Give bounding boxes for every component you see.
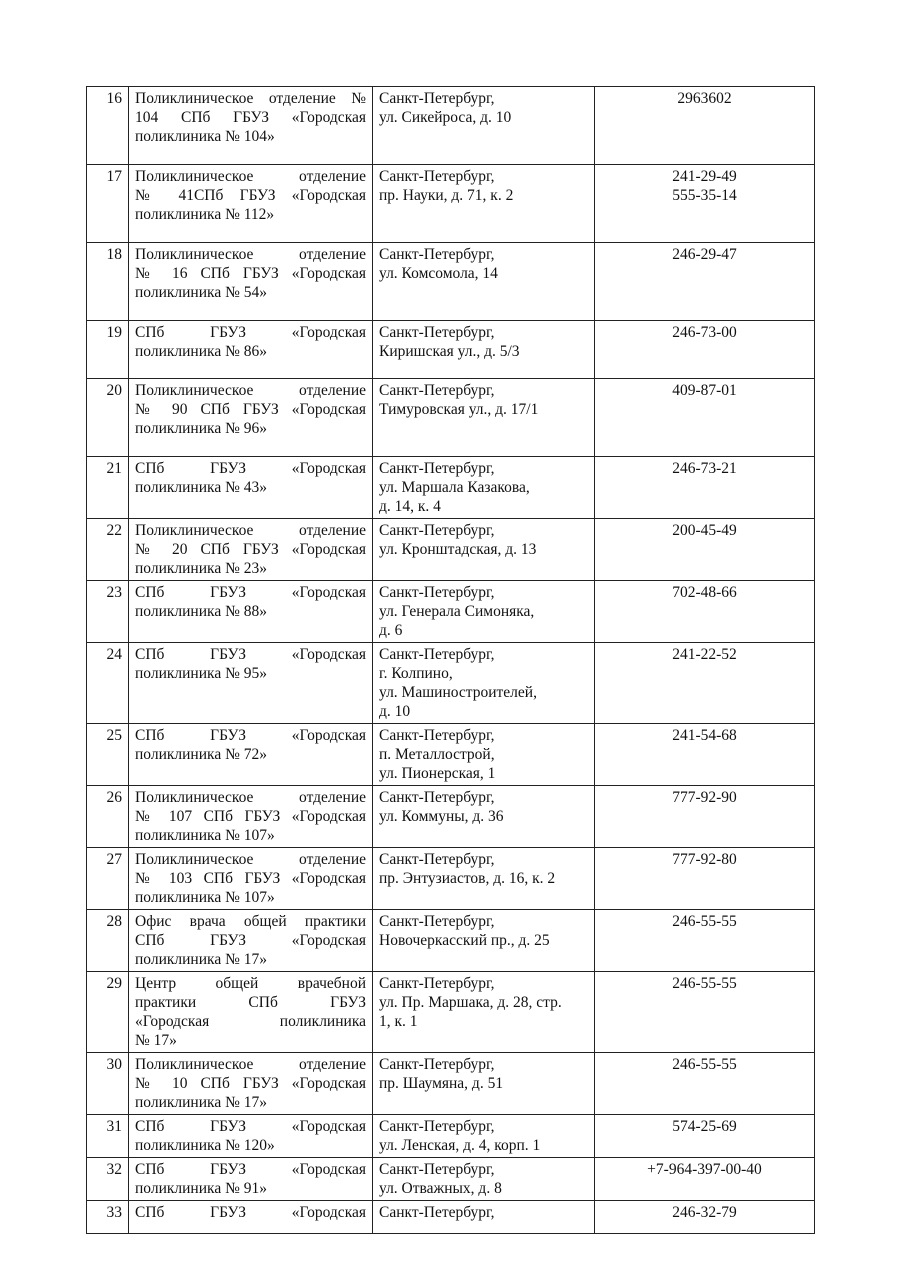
table-row: [87, 972, 815, 1053]
clinic-name-cell: [129, 910, 373, 972]
clinic-name-cell: [129, 457, 373, 519]
address-line: Киришская ул., д. 5/3: [379, 343, 520, 360]
clinic-name-line: Офис врача общей практики: [135, 913, 366, 930]
phone-number: 555-35-14: [672, 187, 737, 204]
phone-number: 246-55-55: [672, 975, 737, 992]
table-row: [87, 321, 815, 379]
address-line: Тимуровская ул., д. 17/1: [379, 401, 539, 418]
table-row: [87, 457, 815, 519]
phone-number: 246-29-47: [672, 246, 737, 263]
address-cell: [373, 972, 595, 1053]
table-row: [87, 243, 815, 321]
clinic-name-line: Поликлиническое отделение: [135, 851, 366, 868]
clinic-name-line: Поликлиническое отделение: [135, 522, 366, 539]
address-line: Санкт-Петербург,: [379, 522, 495, 539]
clinic-name-cell: [129, 1201, 373, 1234]
phone-number: 246-73-00: [672, 324, 737, 341]
clinic-name-line: СПб ГБУЗ «Городская: [135, 1118, 366, 1135]
clinic-name-line: поликлиника № 88»: [135, 603, 267, 620]
clinic-name-line: Поликлиническое отделение №: [135, 90, 366, 107]
address-line: ул. Кронштадская, д. 13: [379, 541, 537, 558]
clinic-name-line: СПб ГБУЗ «Городская: [135, 932, 366, 949]
table-row: [87, 1158, 815, 1201]
address-line: Санкт-Петербург,: [379, 1118, 495, 1135]
clinic-name-line: поликлиника № 91»: [135, 1180, 267, 1197]
clinic-name-line: № 10 СПб ГБУЗ «Городская: [135, 1075, 366, 1092]
address-line: ул. Пр. Маршака, д. 28, стр.: [379, 994, 562, 1011]
clinic-name-line: поликлиника № 95»: [135, 665, 267, 682]
row-number: 23: [87, 581, 129, 643]
table-row: [87, 165, 815, 243]
address-line: ул. Маршала Казакова,: [379, 479, 530, 496]
row-number: 22: [87, 519, 129, 581]
address-line: Санкт-Петербург,: [379, 1161, 495, 1178]
clinic-name-line: поликлиника № 17»: [135, 951, 267, 968]
table-row: [87, 379, 815, 457]
clinic-name-line: № 16 СПб ГБУЗ «Городская: [135, 265, 366, 282]
table-row: [87, 519, 815, 581]
clinic-name-cell: [129, 243, 373, 321]
address-line: Санкт-Петербург,: [379, 646, 495, 663]
address-line: Санкт-Петербург,: [379, 1056, 495, 1073]
address-line: пр. Шаумяна, д. 51: [379, 1075, 504, 1092]
phone-cell: [595, 786, 815, 848]
phone-number: 702-48-66: [672, 584, 737, 601]
address-cell: [373, 1158, 595, 1201]
address-line: Санкт-Петербург,: [379, 246, 495, 263]
clinic-name-line: № 90 СПб ГБУЗ «Городская: [135, 401, 366, 418]
phone-cell: [595, 165, 815, 243]
row-number: 32: [87, 1158, 129, 1201]
clinic-name-cell: [129, 1053, 373, 1115]
address-line: Санкт-Петербург,: [379, 460, 495, 477]
table-row: [87, 581, 815, 643]
table-row: [87, 643, 815, 724]
clinic-name-line: СПб ГБУЗ «Городская: [135, 1204, 366, 1221]
address-line: Санкт-Петербург,: [379, 382, 495, 399]
address-line: ул. Генерала Симоняка,: [379, 603, 535, 620]
phone-cell: [595, 1115, 815, 1158]
clinic-name-line: № 107 СПб ГБУЗ «Городская: [135, 808, 366, 825]
clinic-name-line: поликлиника № 17»: [135, 1094, 267, 1111]
address-line: пр. Науки, д. 71, к. 2: [379, 187, 514, 204]
table-row: [87, 724, 815, 786]
address-line: г. Колпино,: [379, 665, 453, 682]
clinic-name-line: поликлиника № 96»: [135, 420, 267, 437]
clinic-name-cell: [129, 379, 373, 457]
address-cell: [373, 457, 595, 519]
clinic-name-cell: [129, 848, 373, 910]
address-cell: [373, 1053, 595, 1115]
clinic-name-line: СПб ГБУЗ «Городская: [135, 324, 366, 341]
row-number: 17: [87, 165, 129, 243]
clinics-table-body: [87, 87, 815, 1234]
address-line: Санкт-Петербург,: [379, 324, 495, 341]
phone-cell: [595, 1201, 815, 1234]
clinic-name-line: поликлиника № 112»: [135, 206, 275, 223]
clinic-name-line: Поликлиническое отделение: [135, 382, 366, 399]
address-line: ул. Коммуны, д. 36: [379, 808, 504, 825]
address-line: Санкт-Петербург,: [379, 913, 495, 930]
phone-number: 200-45-49: [672, 522, 737, 539]
clinic-name-line: СПб ГБУЗ «Городская: [135, 460, 366, 477]
phone-number: 574-25-69: [672, 1118, 737, 1135]
row-number: 19: [87, 321, 129, 379]
address-cell: [373, 519, 595, 581]
clinic-name-cell: [129, 165, 373, 243]
address-cell: [373, 910, 595, 972]
address-line: п. Металлострой,: [379, 746, 495, 763]
clinic-name-line: СПб ГБУЗ «Городская: [135, 646, 366, 663]
clinic-name-line: поликлиника № 107»: [135, 889, 275, 906]
row-number: 21: [87, 457, 129, 519]
address-line: Санкт-Петербург,: [379, 851, 495, 868]
table-row: [87, 1053, 815, 1115]
address-line: 1, к. 1: [379, 1013, 418, 1030]
row-number: 28: [87, 910, 129, 972]
phone-cell: [595, 581, 815, 643]
clinic-name-line: поликлиника № 107»: [135, 827, 275, 844]
clinic-name-cell: [129, 1158, 373, 1201]
phone-cell: [595, 321, 815, 379]
phone-cell: [595, 910, 815, 972]
address-line: ул. Ленская, д. 4, корп. 1: [379, 1137, 541, 1154]
address-cell: [373, 1201, 595, 1234]
row-number: 16: [87, 87, 129, 165]
address-line: Санкт-Петербург,: [379, 1204, 495, 1221]
row-number: 27: [87, 848, 129, 910]
clinic-name-line: поликлиника № 43»: [135, 479, 267, 496]
phone-number: 241-29-49: [672, 168, 737, 185]
phone-number: 241-54-68: [672, 727, 737, 744]
clinic-name-line: № 103 СПб ГБУЗ «Городская: [135, 870, 366, 887]
phone-cell: [595, 643, 815, 724]
address-line: Санкт-Петербург,: [379, 90, 495, 107]
address-cell: [373, 643, 595, 724]
address-cell: [373, 321, 595, 379]
clinic-name-line: № 20 СПб ГБУЗ «Городская: [135, 541, 366, 558]
address-cell: [373, 87, 595, 165]
phone-number: 409-87-01: [672, 382, 737, 399]
phone-cell: [595, 519, 815, 581]
clinic-name-cell: [129, 321, 373, 379]
clinic-name-cell: [129, 972, 373, 1053]
clinic-name-line: 104 СПб ГБУЗ «Городская: [135, 109, 366, 126]
phone-number: 246-55-55: [672, 913, 737, 930]
clinic-name-line: поликлиника № 72»: [135, 746, 267, 763]
table-row: [87, 786, 815, 848]
phone-number: 246-32-79: [672, 1204, 737, 1221]
table-row: [87, 1115, 815, 1158]
address-line: д. 6: [379, 622, 403, 639]
address-cell: [373, 581, 595, 643]
address-line: ул. Сикейроса, д. 10: [379, 109, 512, 126]
table-row: [87, 87, 815, 165]
table-row: [87, 848, 815, 910]
clinic-name-line: Поликлиническое отделение: [135, 789, 366, 806]
clinic-name-line: № 17»: [135, 1032, 177, 1049]
row-number: 20: [87, 379, 129, 457]
clinic-name-line: СПб ГБУЗ «Городская: [135, 1161, 366, 1178]
phone-cell: [595, 1053, 815, 1115]
phone-number: 246-55-55: [672, 1056, 737, 1073]
clinic-name-line: поликлиника № 120»: [135, 1137, 275, 1154]
clinic-name-line: Поликлиническое отделение: [135, 246, 366, 263]
clinic-name-line: Центр общей врачебной: [135, 975, 366, 992]
clinic-name-cell: [129, 519, 373, 581]
address-line: Санкт-Петербург,: [379, 584, 495, 601]
phone-number: 777-92-80: [672, 851, 737, 868]
row-number: 18: [87, 243, 129, 321]
clinic-name-line: поликлиника № 54»: [135, 284, 267, 301]
phone-number: 2963602: [677, 90, 732, 107]
address-cell: [373, 848, 595, 910]
row-number: 24: [87, 643, 129, 724]
phone-number: 241-22-52: [672, 646, 737, 663]
phone-cell: [595, 972, 815, 1053]
phone-cell: [595, 243, 815, 321]
table-row: [87, 1201, 815, 1234]
phone-number: 777-92-90: [672, 789, 737, 806]
address-line: ул. Комсомола, 14: [379, 265, 498, 282]
clinics-table: [86, 86, 815, 1234]
clinic-name-cell: [129, 87, 373, 165]
phone-cell: [595, 379, 815, 457]
clinic-name-line: поликлиника № 86»: [135, 343, 267, 360]
address-line: Санкт-Петербург,: [379, 727, 495, 744]
clinic-name-line: № 41СПб ГБУЗ «Городская: [135, 187, 366, 204]
phone-cell: [595, 724, 815, 786]
row-number: 25: [87, 724, 129, 786]
address-cell: [373, 786, 595, 848]
address-cell: [373, 1115, 595, 1158]
clinic-name-line: СПб ГБУЗ «Городская: [135, 727, 366, 744]
address-line: Санкт-Петербург,: [379, 789, 495, 806]
address-line: д. 10: [379, 703, 411, 720]
clinic-name-cell: [129, 1115, 373, 1158]
clinic-name-cell: [129, 786, 373, 848]
clinic-name-line: Поликлиническое отделение: [135, 168, 366, 185]
table-row: [87, 910, 815, 972]
address-line: ул. Пионерская, 1: [379, 765, 496, 782]
phone-cell: [595, 87, 815, 165]
clinic-name-line: СПб ГБУЗ «Городская: [135, 584, 366, 601]
row-number: 26: [87, 786, 129, 848]
row-number: 29: [87, 972, 129, 1053]
clinic-name-cell: [129, 581, 373, 643]
address-line: Санкт-Петербург,: [379, 975, 495, 992]
address-cell: [373, 379, 595, 457]
address-line: Новочеркасский пр., д. 25: [379, 932, 550, 949]
clinic-name-line: практики СПб ГБУЗ: [135, 994, 366, 1011]
address-cell: [373, 165, 595, 243]
clinic-name-line: поликлиника № 23»: [135, 560, 267, 577]
phone-number: 246-73-21: [672, 460, 737, 477]
address-line: пр. Энтузиастов, д. 16, к. 2: [379, 870, 556, 887]
clinic-name-cell: [129, 643, 373, 724]
row-number: 33: [87, 1201, 129, 1234]
phone-cell: [595, 457, 815, 519]
clinic-name-line: Поликлиническое отделение: [135, 1056, 366, 1073]
address-cell: [373, 724, 595, 786]
address-line: ул. Отважных, д. 8: [379, 1180, 502, 1197]
row-number: 30: [87, 1053, 129, 1115]
clinic-name-line: поликлиника № 104»: [135, 128, 275, 145]
phone-number: +7-964-397-00-40: [647, 1161, 762, 1178]
address-line: д. 14, к. 4: [379, 498, 441, 515]
phone-cell: [595, 848, 815, 910]
address-cell: [373, 243, 595, 321]
address-line: Санкт-Петербург,: [379, 168, 495, 185]
clinic-name-cell: [129, 724, 373, 786]
phone-cell: [595, 1158, 815, 1201]
clinic-name-line: «Городская поликлиника: [135, 1013, 366, 1030]
row-number: 31: [87, 1115, 129, 1158]
address-line: ул. Машиностроителей,: [379, 684, 537, 701]
